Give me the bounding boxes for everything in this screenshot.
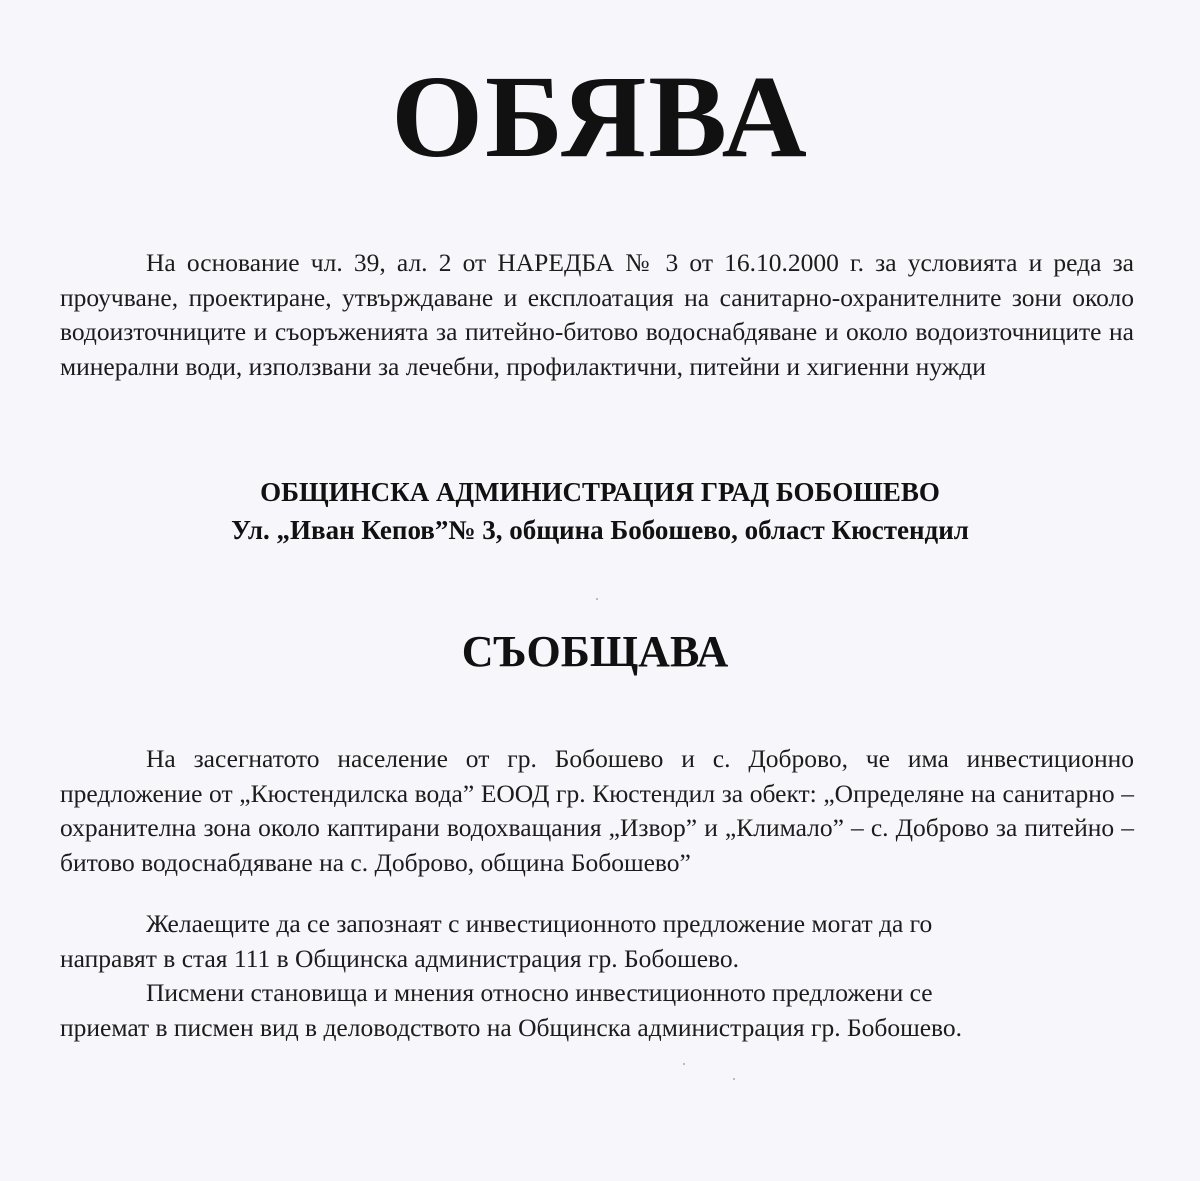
- info-line-2: направят в стая 111 в Общинска администрация гр. Бобошево.: [60, 943, 740, 973]
- paper-speck: [733, 1078, 735, 1080]
- organization-address: Ул. „Иван Кепов”№ 3, община Бобошево, област Кюстендил: [231, 515, 969, 545]
- info-line-1: [60, 907, 1134, 942]
- details-block: [60, 907, 1134, 1045]
- opinions-line-2: приемат в писмен вид в деловодството на Общинска администрация гр. Бобошево.: [60, 1012, 963, 1042]
- announces-heading: СЪОБЩАВА: [461, 627, 729, 676]
- announcement-text: На засегнатото население от гр. Бобошево и с. Доброво, че има инвестиционно предложение от „Кюстендилска вода” ЕООД гр. Кюстендил за обект: „Определяне на санитарно – охранителна зона около каптирани водохващания „Извор” и „Климало” – с. Доброво за питейно – битово водоснабдяване на с. Доброво, община Бобошево”: [60, 744, 1134, 877]
- organization-name: ОБЩИНСКА АДМИНИСТРАЦИЯ ГРАД БОБОШЕВО: [260, 477, 940, 507]
- notice-title: ОБЯВА: [391, 51, 809, 182]
- opinions-line-1: [60, 976, 1134, 1011]
- opinions-text-1: Писмени становища и мнения относно инвестиционното предложени се: [146, 978, 933, 1007]
- legal-basis-text: На основание чл. 39, ал. 2 от НАРЕДБА № 3 от 16.10.2000 г. за условията и реда за проучване, проектиране, утвърждаване и експлоатация на санитарно-охранителните зони около водоизточниците и съоръженията за питейно-битово водоснабдяване и около водоизточниците на минерални води, използвани за лечебни, профилактични, питейни и хигиенни нужди: [60, 248, 1134, 381]
- info-text-1: Желаещите да се запознаят с инвестиционното предложение могат да го: [146, 909, 933, 938]
- organization-block: [0, 473, 1200, 549]
- announcement-paragraph: [60, 742, 1134, 880]
- paper-speck: [683, 1063, 685, 1065]
- legal-basis-paragraph: [60, 246, 1134, 384]
- paper-speck: [596, 598, 598, 600]
